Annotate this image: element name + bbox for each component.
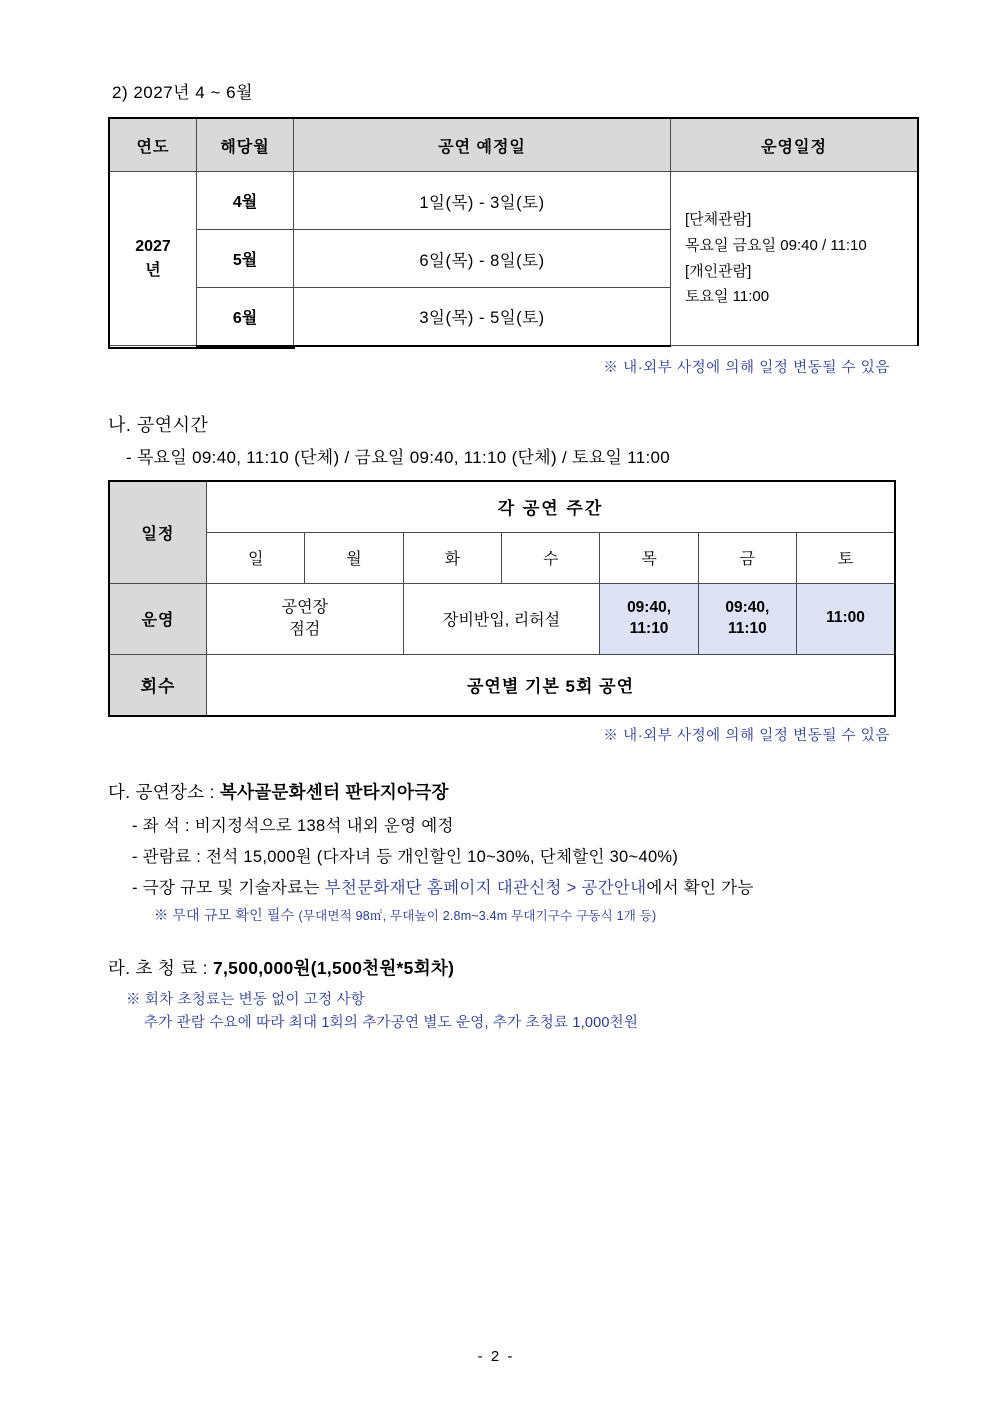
operation-line-1: [단체관람] <box>685 210 752 228</box>
stage-note-strong: ※ 무대 규모 확인 필수 <box>154 906 295 923</box>
showtime-title: 나. 공연시간 <box>108 414 209 435</box>
table-row <box>109 532 895 583</box>
cell-month-4: 4월 <box>197 172 294 230</box>
op-fri-l2: 11:10 <box>727 619 767 637</box>
cell-op-tue-wed: 장비반입, 리허설 <box>403 583 600 654</box>
schedule-note: ※ 내·외부 사정에 의해 일정 변동될 수 있음 <box>603 359 890 376</box>
showtime-note: ※ 내·외부 사정에 의해 일정 변동될 수 있음 <box>603 727 890 744</box>
cell-week-title: 각 공연 주간 <box>207 481 896 533</box>
venue-item-fee: - 관람료 : 전석 15,000원 (다자녀 등 개인할인 10~30%, 단체할인 30~40%) <box>132 847 679 866</box>
th-dates: 공연 예정일 <box>294 118 671 172</box>
th-month: 해당월 <box>197 118 294 172</box>
table-row <box>109 172 918 230</box>
cell-op-fri <box>698 583 796 654</box>
schedule-table-body <box>109 172 918 348</box>
operation-line-4: 토요일 11:00 <box>685 288 770 306</box>
techinfo-suffix: 에서 확인 가능 <box>646 878 754 897</box>
table-row <box>109 481 895 533</box>
op-fri-l1: 09:40, <box>725 599 770 617</box>
op-thu-l1: 09:40, <box>627 599 672 617</box>
fee-label: 라. 초 청 료 : <box>108 957 213 978</box>
cell-operation-label: 운영 <box>109 583 207 654</box>
operation-line-2: 목요일 금요일 09:40 / 11:10 <box>685 236 867 254</box>
cell-day-sat: 토 <box>797 532 895 583</box>
cell-dates-4: 1일(목) - 3일(토) <box>294 172 671 230</box>
cell-day-tue: 화 <box>403 532 501 583</box>
cell-day-sun: 일 <box>207 532 305 583</box>
table-row <box>109 654 895 716</box>
table-row <box>109 583 895 654</box>
op-thu-l2: 11:10 <box>629 619 669 637</box>
stage-note-rest: (무대면적 98㎡, 무대높이 2.8m~3.4m 무대기구수 구동식 1개 등) <box>298 908 657 923</box>
fee-block <box>108 955 892 1032</box>
venue-label: 다. 공연장소 : <box>108 781 220 802</box>
venue-stage-note <box>154 905 892 925</box>
venue-title <box>108 779 892 804</box>
techinfo-prefix: - 극장 규모 및 기술자료는 <box>132 878 325 897</box>
cell-month-5: 5월 <box>197 230 294 288</box>
year-line2: 년 <box>145 261 161 279</box>
op-sun-mon-l2: 점검 <box>289 620 321 638</box>
cell-count-label: 회수 <box>109 654 207 716</box>
section-heading-2: 2) 2027년 4 ~ 6월 <box>112 83 254 102</box>
op-sun-mon-l1: 공연장 <box>281 598 329 616</box>
showtime-block <box>108 411 892 745</box>
venue-block <box>108 779 892 925</box>
page-footer: - 2 - <box>477 1348 515 1365</box>
fee-value: 7,500,000원(1,500천원*5회차) <box>212 957 455 978</box>
fee-note-2: 추가 관람 수요에 따라 최대 1회의 추가공연 별도 운영, 추가 초청료 1,000천원 <box>144 1014 639 1031</box>
fee-note-1: ※ 회차 초청료는 변동 없이 고정 사항 <box>126 991 365 1008</box>
cell-month-6: 6월 <box>197 288 294 346</box>
showtime-table <box>108 480 896 717</box>
techinfo-link[interactable]: 부천문화재단 홈페이지 대관신청 > 공간안내 <box>324 878 647 897</box>
cell-year <box>109 172 197 346</box>
schedule-table-head <box>109 118 918 172</box>
venue-item-techinfo <box>132 874 892 898</box>
cell-op-thu <box>600 583 698 654</box>
cell-day-mon: 월 <box>305 532 403 583</box>
cell-op-sun-mon <box>207 583 404 654</box>
cell-schedule-label: 일정 <box>109 481 207 584</box>
venue-value: 복사골문화센터 판타지아극장 <box>219 781 449 802</box>
cell-count-value: 공연별 기본 5회 공연 <box>207 654 896 716</box>
cell-day-thu: 목 <box>600 532 698 583</box>
fee-title <box>108 955 892 980</box>
th-operation: 운영일정 <box>671 118 919 172</box>
cell-day-wed: 수 <box>502 532 600 583</box>
cell-operation <box>671 172 919 346</box>
cell-op-sat: 11:00 <box>797 583 895 654</box>
year-line1: 2027 <box>135 238 171 256</box>
cell-dates-5: 6일(목) - 8일(토) <box>294 230 671 288</box>
cell-day-fri: 금 <box>698 532 796 583</box>
schedule-table <box>108 117 919 349</box>
th-year: 연도 <box>109 118 197 172</box>
cell-dates-6: 3일(목) - 5일(토) <box>294 288 671 346</box>
venue-item-seats: - 좌 석 : 비지정석으로 138석 내외 운영 예정 <box>132 816 454 835</box>
operation-line-3: [개인관람] <box>685 262 752 280</box>
showtime-subtitle: - 목요일 09:40, 11:10 (단체) / 금요일 09:40, 11:10 (단체) / 토요일 11:00 <box>126 447 670 467</box>
